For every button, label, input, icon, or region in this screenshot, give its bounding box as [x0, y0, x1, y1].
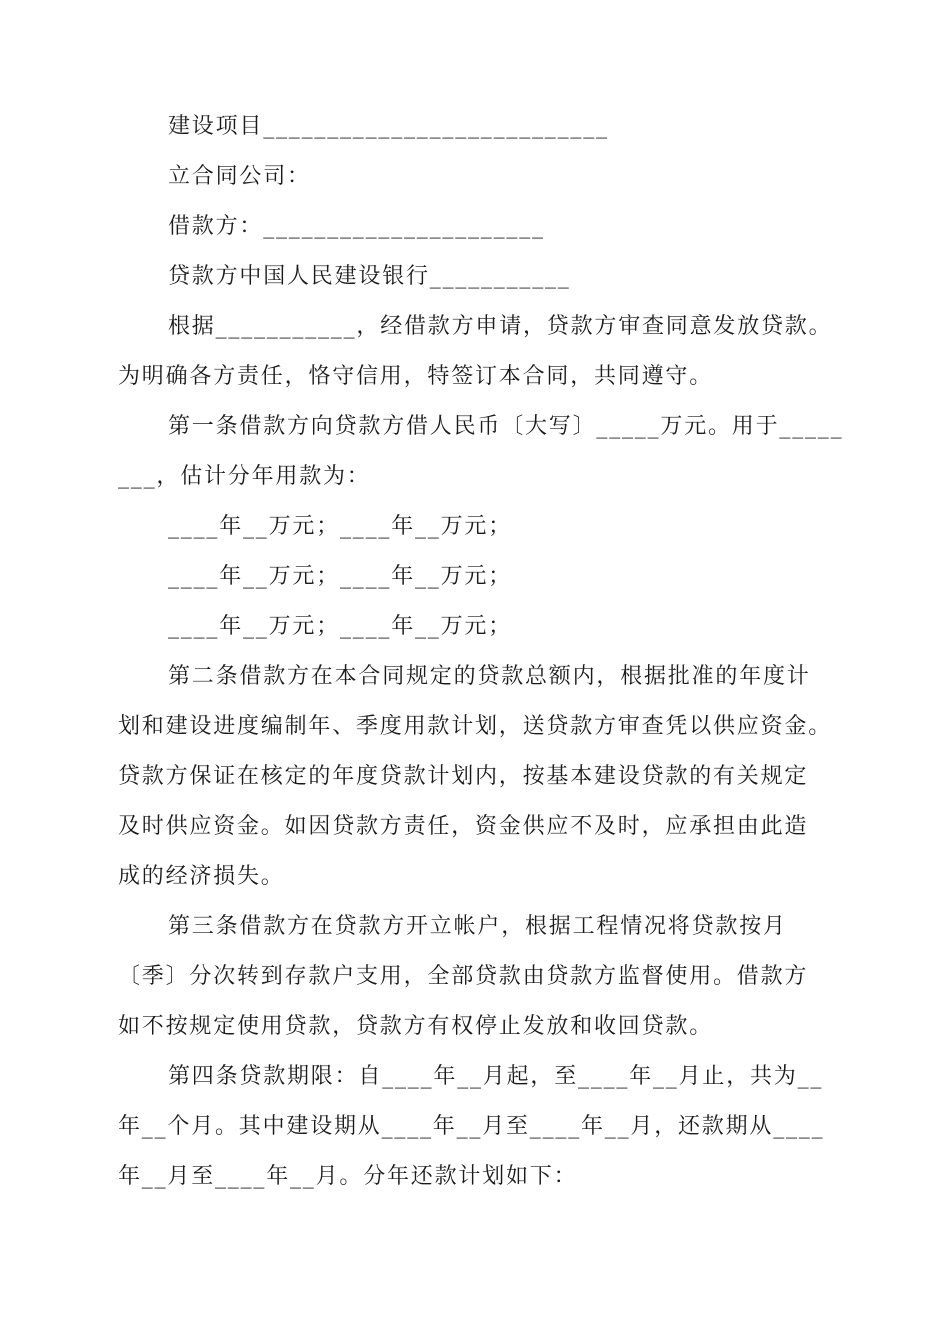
- yearly-amount-line-2: ____年__万元；____年__万元；: [168, 564, 513, 589]
- preamble-line-1: 根据___________，经借款方申请，贷款方审查同意发放贷款。: [168, 314, 833, 339]
- yearly-amount-line-1: ____年__万元；____年__万元；: [168, 514, 513, 539]
- article-3-line-1: 第三条借款方在贷款方开立帐户，根据工程情况将贷款按月: [168, 914, 787, 939]
- project-line: 建设项目___________________________: [168, 114, 609, 139]
- article-2-line-1: 第二条借款方在本合同规定的贷款总额内，根据批准的年度计: [168, 664, 811, 689]
- article-3-line-3: 如不按规定使用贷款，贷款方有权停止发放和收回贷款。: [118, 1014, 714, 1039]
- article-3-line-2: 〔季〕分次转到存款户支用，全部贷款由贷款方监督使用。借款方: [118, 964, 809, 989]
- article-4-line-1: 第四条贷款期限：自____年__月起，至____年__月止，共为__: [168, 1064, 824, 1089]
- company-line: 立合同公司：: [168, 164, 311, 189]
- article-1-line-1: 第一条借款方向贷款方借人民币〔大写〕_____万元。用于_____: [168, 414, 844, 439]
- article-1-line-2: ___，估计分年用款为：: [118, 464, 371, 489]
- article-2-line-5: 成的经济损失。: [118, 864, 285, 889]
- article-2-line-3: 贷款方保证在核定的年度贷款计划内，按基本建设贷款的有关规定: [118, 764, 809, 789]
- lender-line: 贷款方中国人民建设银行___________: [168, 264, 571, 289]
- article-2-line-4: 及时供应资金。如因贷款方责任，资金供应不及时，应承担由此造: [118, 814, 809, 839]
- preamble-line-2: 为明确各方责任，恪守信用，特签订本合同，共同遵守。: [118, 364, 714, 389]
- article-4-line-2: 年__个月。其中建设期从____年__月至____年__月，还款期从____: [118, 1114, 825, 1139]
- yearly-amount-line-3: ____年__万元；____年__万元；: [168, 614, 513, 639]
- article-2-line-2: 划和建设进度编制年、季度用款计划，送贷款方审查凭以供应资金。: [118, 714, 833, 739]
- borrower-line: 借款方：______________________: [168, 214, 545, 239]
- article-4-line-3: 年__月至____年__月。分年还款计划如下：: [118, 1164, 578, 1189]
